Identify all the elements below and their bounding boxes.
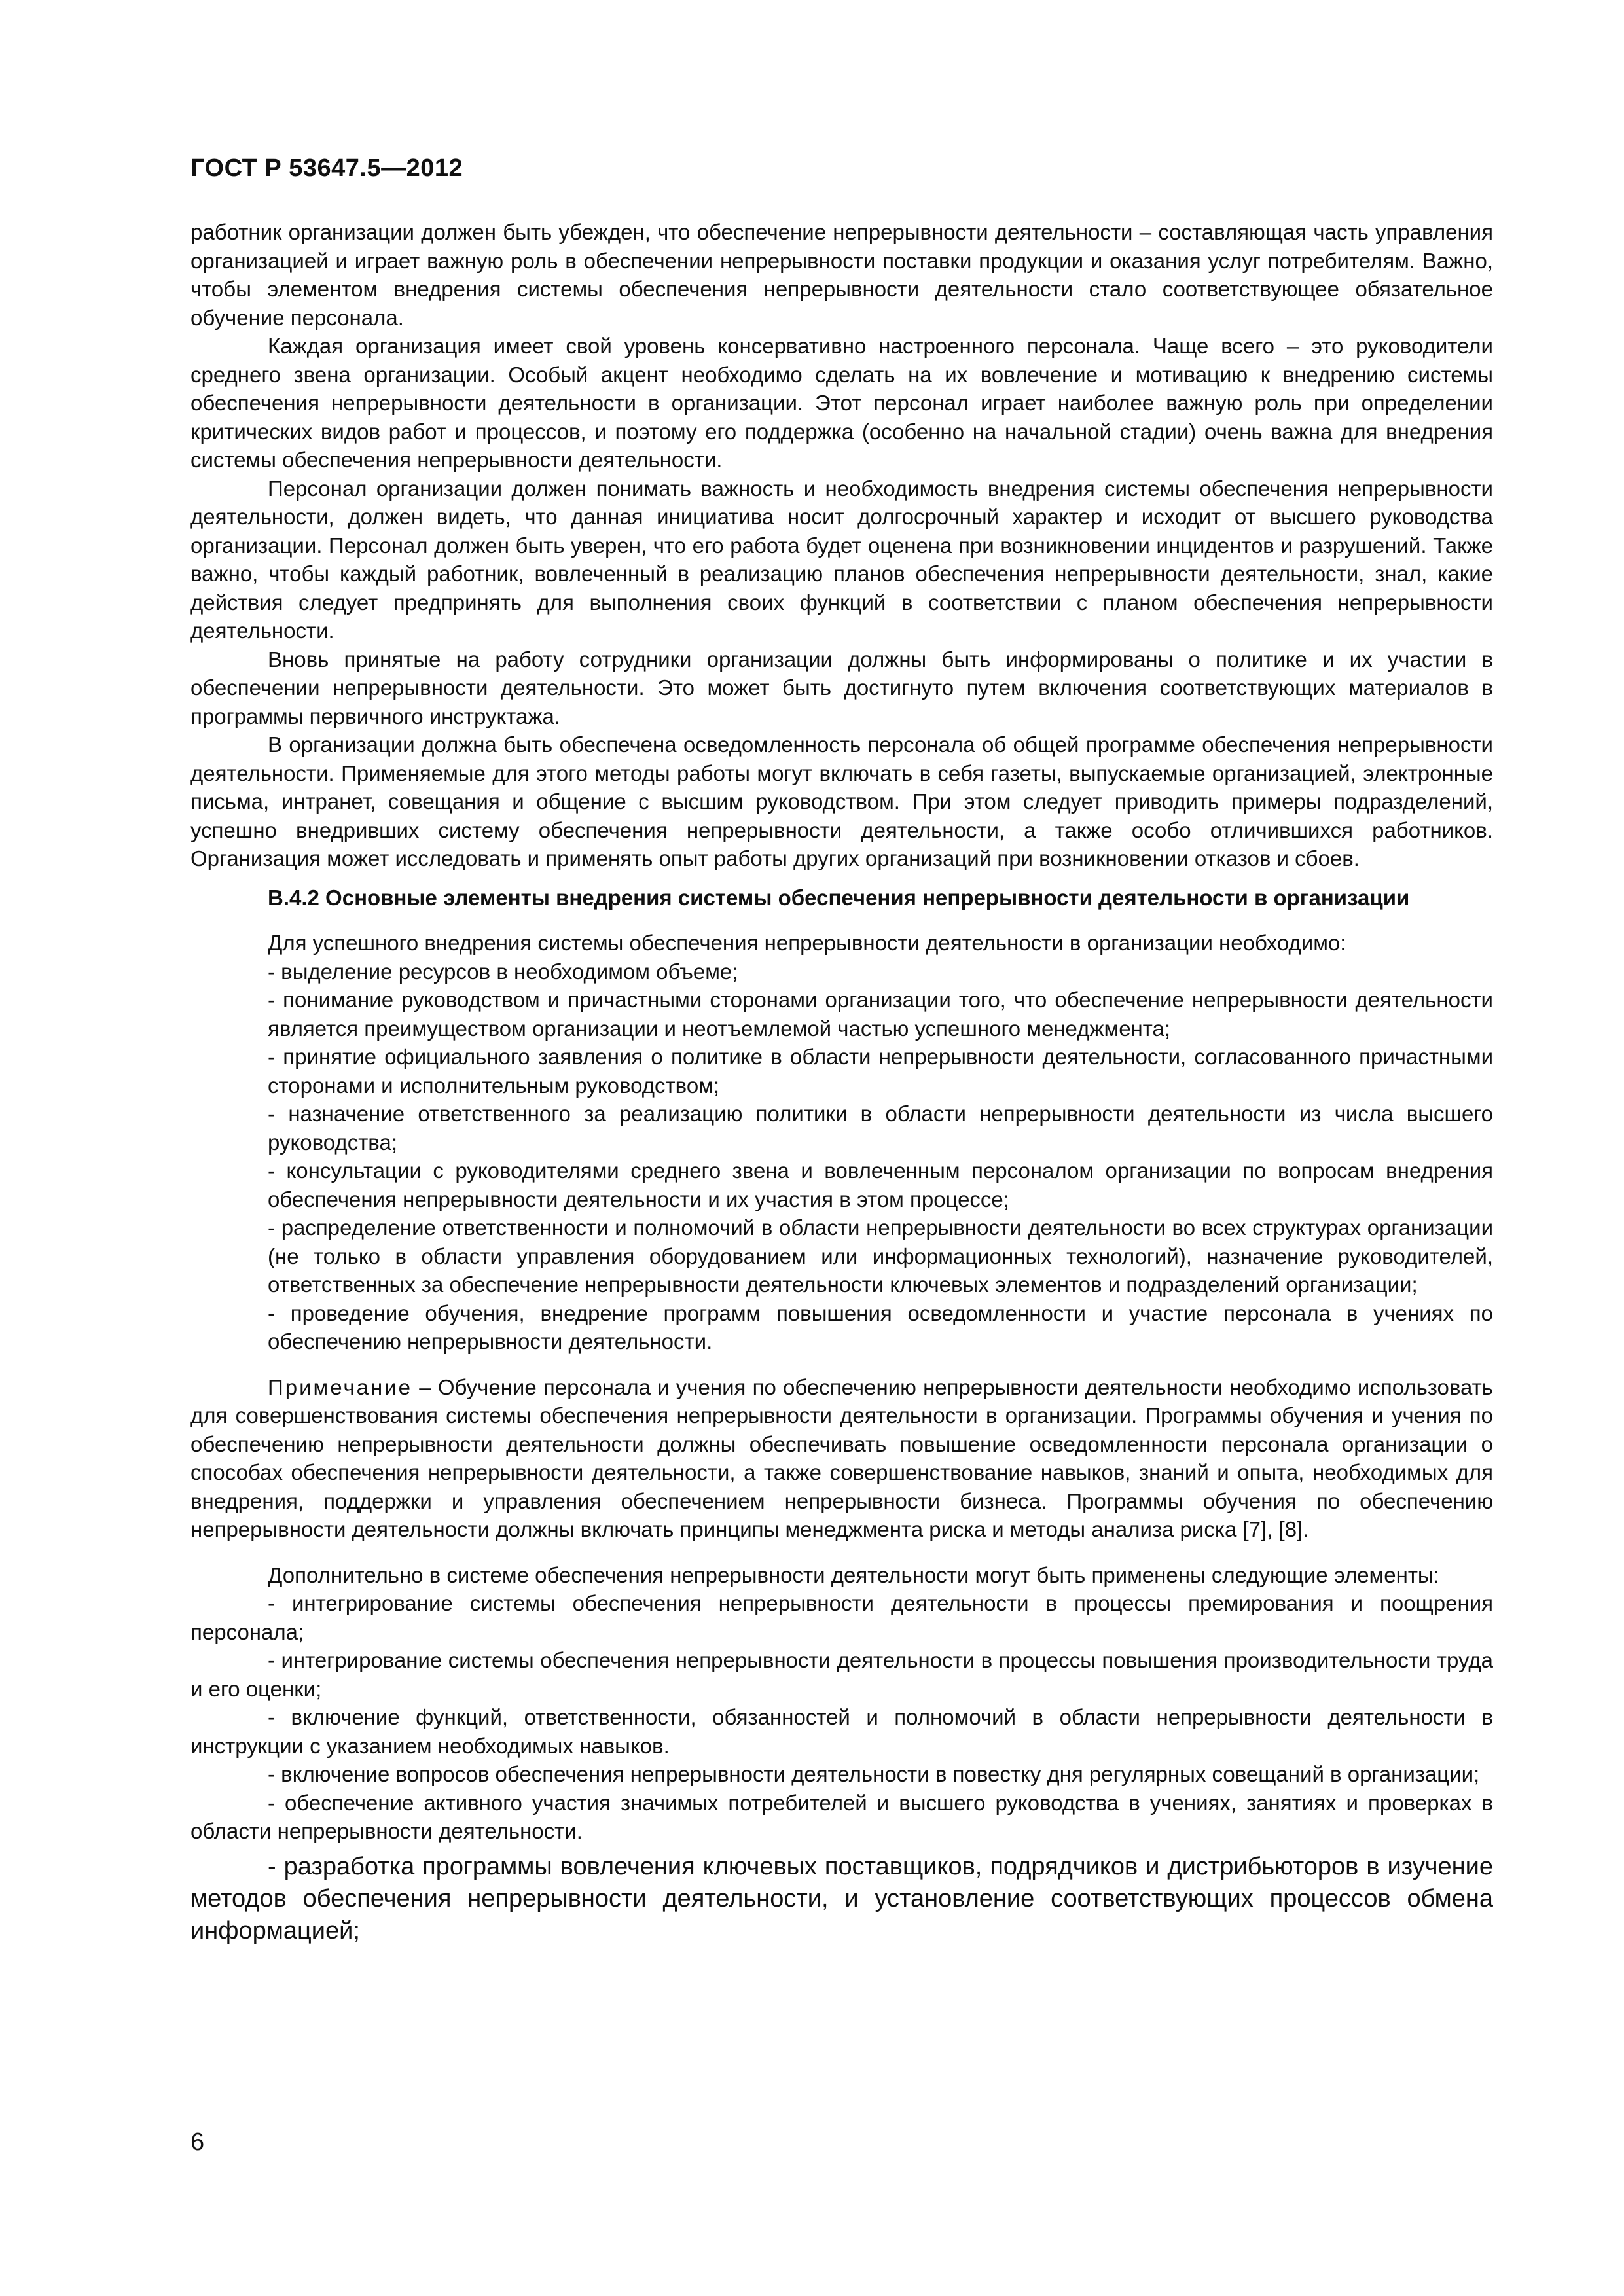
document-header: ГОСТ Р 53647.5—2012 xyxy=(190,154,463,182)
requirements-list xyxy=(190,929,1493,1356)
page-number: 6 xyxy=(190,2128,205,2156)
note-text: – Обучение персонала и учения по обеспечению непрерывности деятельности необходимо использовать для совершенствования системы обеспечения непрерывности деятельности в организации. Программы обучения и учения по обеспечению непрерывности деятельности должны обеспечивать повышение осведомленности персонала организации о способах обеспечения непрерывности деятельности, а также совершенствование навыков, знаний и опыта, необходимых для внедрения, поддержки и управления обеспечением непрерывности бизнеса. Программы обучения по обеспечению непрерывности деятельности должны включать принципы менеджмента риска и методы анализа риска [7], [8]. xyxy=(190,1374,1493,1541)
list-item: - проведение обучения, внедрение программ повышения осведомленности и участие персонала в учениях по обеспечению непрерывности деятельности. xyxy=(268,1300,1493,1354)
list-item: - назначение ответственного за реализацию политики в области непрерывности деятельности из числа высшего руководства; xyxy=(268,1102,1493,1155)
list-item: - консультации с руководителями среднего звена и вовлеченным персоналом организации по вопросам внедрения обеспечения непрерывности деятельности и их участия в этом процессе; xyxy=(268,1158,1493,1211)
paragraph: Каждая организация имеет свой уровень консервативно настроенного персонала. Чаще всего – это руководители среднего звена организации. Особый акцент необходимо сделать на их вовлечение и мотивацию к внедрению системы обеспечения непрерывности деятельности в организации. Этот персонал играет наиболее важную роль при определении критических видов работ и процессов, и поэтому его поддержка (особенно на начальной стадии) очень важна для внедрения системы обеспечения непрерывности деятельности. xyxy=(190,334,1493,472)
list-item: - выделение ресурсов в необходимом объеме; xyxy=(268,959,738,984)
section-heading: В.4.2 Основные элементы внедрения системы обеспечения непрерывности деятельности в организации xyxy=(268,885,1410,910)
note-paragraph xyxy=(190,1373,1493,1544)
paragraph: работник организации должен быть убежден, что обеспечение непрерывности деятельности – составляющая часть управления организацией и играет важную роль в обеспечении непрерывности поставки продукции и оказания услуг потребителям. Важно, чтобы элементом внедрения системы обеспечения непрерывности деятельности стало соответствующее обязательное обучение персонала. xyxy=(190,220,1493,330)
list-item: - обеспечение активного участия значимых потребителей и высшего руководства в учениях, занятиях и проверках в области непрерывности деятельности. xyxy=(190,1790,1493,1843)
list-item: - включение вопросов обеспечения непрерывности деятельности в повестку дня регулярных совещаний в организации; xyxy=(268,1762,1480,1786)
list-item: - распределение ответственности и полномочий в области непрерывности деятельности во всех структурах организации (не только в области управления оборудованием или информационных технологий), назначение руководителей, ответственных за обеспечение непрерывности деятельности ключевых элементов и подразделений организации; xyxy=(268,1215,1493,1297)
list-item: - интегрирование системы обеспечения непрерывности деятельности в процессы повышения производительности труда и его оценки; xyxy=(190,1648,1493,1701)
list-item: - принятие официального заявления о политике в области непрерывности деятельности, согласованного причастными сторонами и исполнительным руководством; xyxy=(268,1045,1493,1098)
paragraph: В организации должна быть обеспечена осведомленность персонала об общей программе обеспечения непрерывности деятельности. Применяемые для этого методы работы могут включать в себя газеты, выпускаемые организацией, электронные письма, интранет, совещания и общение с высшим руководством. При этом следует приводить примеры подразделений, успешно внедривших систему обеспечения непрерывности деятельности, а также особо отличившихся работников. Организация может исследовать и применять опыт работы других организаций при возникновении отказов и сбоев. xyxy=(190,732,1493,870)
paragraph: Вновь принятые на работу сотрудники организации должны быть информированы о политике и их участии в обеспечении непрерывности деятельности. Это может быть достигнуто путем включения соответствующих материалов в программы первичного инструктажа. xyxy=(190,647,1493,728)
list-item: - интегрирование системы обеспечения непрерывности деятельности в процессы премирования и поощрения персонала; xyxy=(190,1591,1493,1644)
list-item: - включение функций, ответственности, обязанностей и полномочий в области непрерывности деятельности в инструкции с указанием необходимых навыков. xyxy=(190,1705,1493,1758)
paragraph: Персонал организации должен понимать важность и необходимость внедрения системы обеспечения непрерывности деятельности, должен видеть, что данная инициатива носит долгосрочный характер и исходит от высшего руководства организации. Персонал должен быть уверен, что его работа будет оценена при возникновении инцидентов и разрушений. Также важно, чтобы каждый работник, вовлеченный в реализацию планов обеспечения непрерывности деятельности, знал, какие действия следует предпринять для выполнения своих функций в соответствии с планом обеспечения непрерывности деятельности. xyxy=(190,476,1493,643)
note-label: Примечание xyxy=(268,1374,413,1399)
additional-intro: Дополнительно в системе обеспечения непрерывности деятельности могут быть применены следующие элементы: xyxy=(268,1562,1439,1587)
page-content xyxy=(190,218,1493,1947)
list-item: - понимание руководством и причастными сторонами организации того, что обеспечение непрерывности деятельности является преимуществом организации и неотъемлемой частью успешного менеджмента; xyxy=(268,988,1493,1041)
list-intro: Для успешного внедрения системы обеспечения непрерывности деятельности в организации необходимо: xyxy=(268,931,1346,955)
list-item-last: - разработка программы вовлечения ключевых поставщиков, подрядчиков и дистрибьюторов в изучение методов обеспечения непрерывности деятельности, и установление соответствующих процессов обмена информацией; xyxy=(190,1852,1493,1945)
